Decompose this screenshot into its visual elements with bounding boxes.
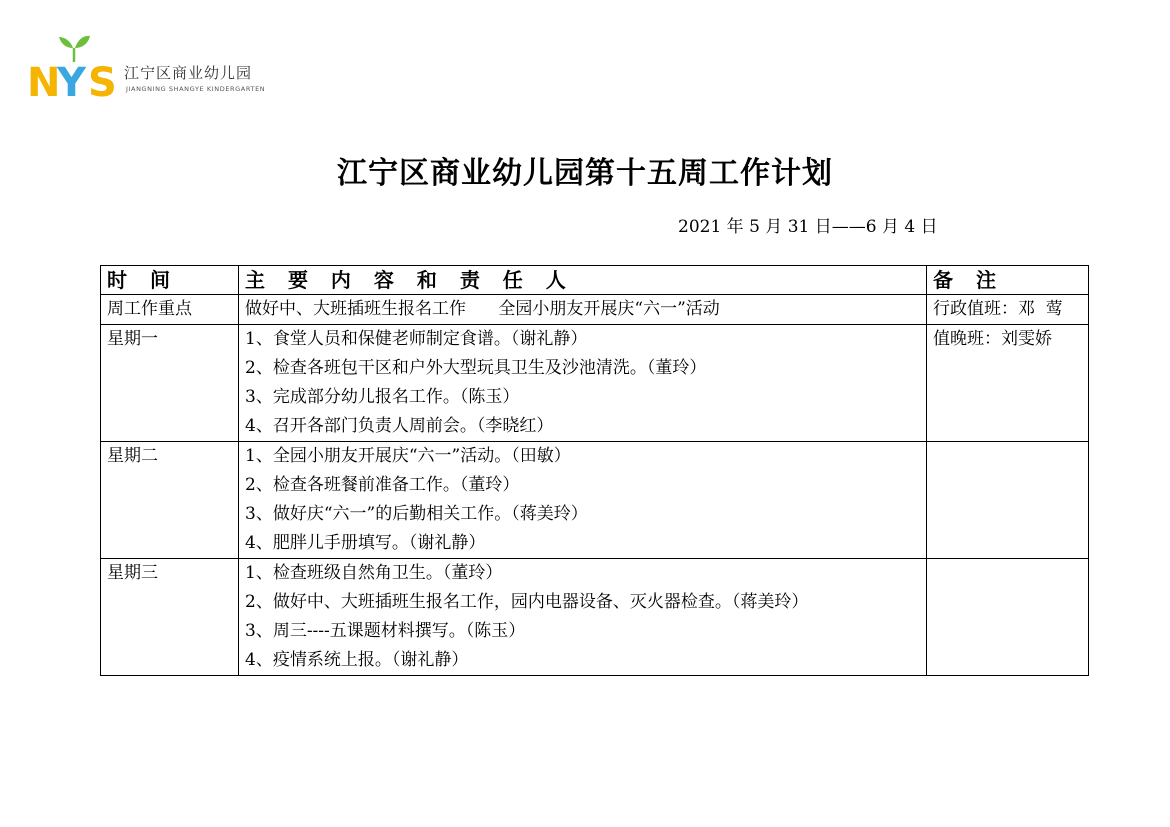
logo-kindergarten-subtitle: JIANGNING SHANGYE KINDERGARTEN — [126, 85, 266, 93]
table-header-row — [101, 266, 1089, 295]
weekly-focus-content: 做好中、大班插班生报名工作 全园小朋友开展庆“六一”活动 — [239, 295, 927, 325]
day-label-wednesday: 星期三 — [101, 559, 239, 676]
list-item: 2、做好中、大班插班生报名工作，园内电器设备、灭火器检查。（蒋美玲） — [245, 592, 809, 612]
svg-text:S: S — [88, 60, 117, 100]
day-items-wednesday — [239, 559, 927, 676]
weekly-focus-note: 行政值班：邓 莺 — [927, 295, 1089, 325]
weekly-focus-row — [101, 295, 1089, 325]
logo-kindergarten-name: 江宁区商业幼儿园 — [124, 64, 253, 82]
list-item: 1、食堂人员和保健老师制定食谱。（谢礼静） — [245, 329, 588, 349]
day-label-monday: 星期一 — [101, 325, 239, 442]
kindergarten-logo — [26, 28, 296, 100]
header-content: 主 要 内 容 和 责 任 人 — [239, 266, 927, 295]
svg-text:Y: Y — [57, 60, 86, 100]
nys-logo-mark — [26, 28, 126, 100]
day-label-tuesday: 星期二 — [101, 442, 239, 559]
day-items-monday — [239, 325, 927, 442]
table-row-wednesday — [101, 559, 1089, 676]
date-range: 2021 年 5 月 31 日——6 月 4 日 — [678, 217, 938, 237]
list-item: 2、检查各班包干区和户外大型玩具卫生及沙池清洗。（董玲） — [245, 358, 707, 378]
list-item: 3、周三----五课题材料撰写。（陈玉） — [245, 621, 526, 641]
weekly-focus-label: 周工作重点 — [101, 295, 239, 325]
list-item: 4、肥胖儿手册填写。（谢礼静） — [245, 533, 486, 553]
day-note-monday: 值晚班：刘雯娇 — [927, 325, 1089, 442]
list-item: 3、完成部分幼儿报名工作。（陈玉） — [245, 387, 520, 407]
list-item: 1、检查班级自然角卫生。（董玲） — [245, 563, 503, 583]
table-row-monday — [101, 325, 1089, 442]
list-item: 4、召开各部门负责人周前会。（李晓红） — [245, 416, 554, 436]
day-items-tuesday — [239, 442, 927, 559]
table-row-tuesday — [101, 442, 1089, 559]
day-note-wednesday — [927, 559, 1089, 676]
list-item: 4、疫情系统上报。（谢礼静） — [245, 650, 469, 670]
work-plan-table — [100, 265, 1089, 676]
list-item: 2、检查各班餐前准备工作。（董玲） — [245, 475, 520, 495]
svg-text:N: N — [27, 60, 61, 100]
day-note-tuesday — [927, 442, 1089, 559]
list-item: 1、全园小朋友开展庆“六一”活动。（田敏） — [245, 446, 571, 466]
list-item: 3、做好庆“六一”的后勤相关工作。（蒋美玲） — [245, 504, 588, 524]
document-title: 江宁区商业幼儿园第十五周工作计划 — [337, 156, 833, 191]
header-time: 时 间 — [101, 266, 239, 295]
header-notes: 备 注 — [927, 266, 1089, 295]
